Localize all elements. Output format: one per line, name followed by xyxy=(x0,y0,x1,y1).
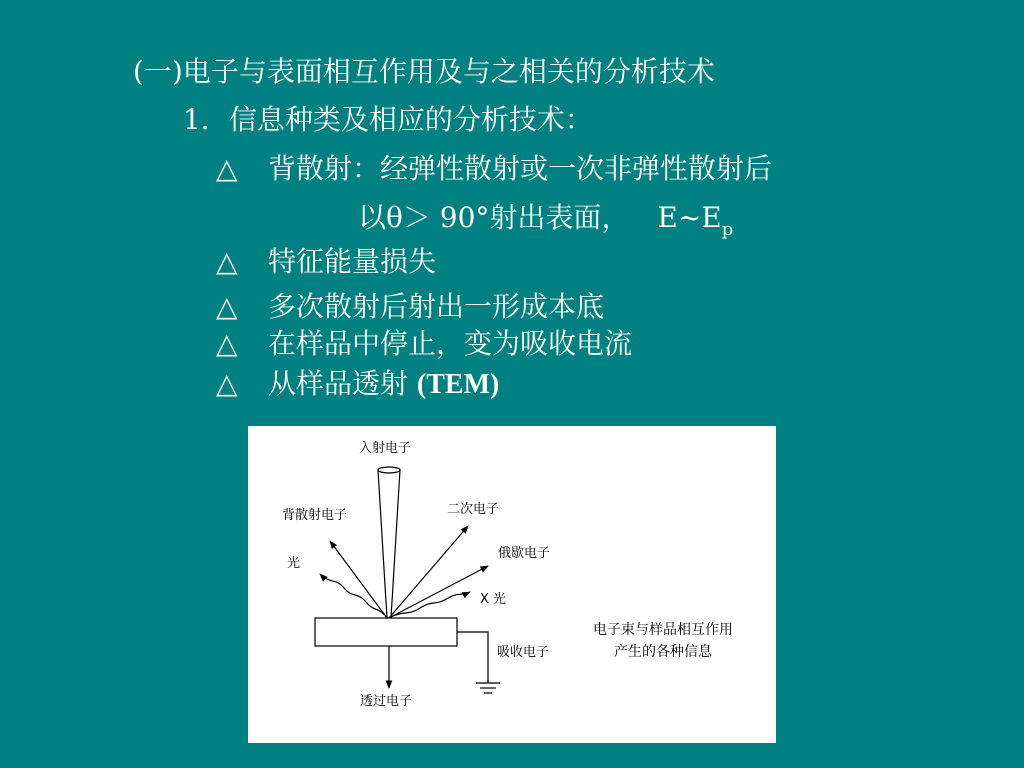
caption-line-1: 电子束与样品相互作用 xyxy=(593,622,733,638)
auger-arrow xyxy=(389,566,488,618)
sample-block xyxy=(315,618,457,646)
slide-heading: (一)电子与表面相互作用及与之相关的分析技术 xyxy=(133,55,715,88)
bullet-backscatter xyxy=(216,152,772,186)
bullet-triangle-icon: △ xyxy=(216,245,238,278)
bullet-backscatter-continuation xyxy=(358,201,733,247)
diagram-drawing xyxy=(248,426,776,743)
energy-subscript: p xyxy=(721,219,734,240)
incident-beam-top xyxy=(378,467,400,473)
label-xray: X 光 xyxy=(480,592,507,607)
bullet-text: 在样品中停止，变为吸收电流 xyxy=(268,327,633,360)
bullet-triangle-icon: △ xyxy=(216,290,238,323)
label-absorbed: 吸收电子 xyxy=(497,645,550,660)
diagram-caption xyxy=(578,619,748,663)
label-incident: 入射电子 xyxy=(359,441,412,456)
bullet-text: 背散射：经弹性散射或一次非弹性散射后 xyxy=(268,152,773,185)
energy-relation: E~E xyxy=(657,201,722,234)
bullet-absorbed xyxy=(216,327,632,361)
bullet-transmitted xyxy=(216,367,499,402)
bullet-text: 从样品透射 xyxy=(268,367,417,400)
label-transmitted: 透过电子 xyxy=(360,694,413,709)
interaction-diagram xyxy=(248,426,776,743)
bullet-multiple-scatter xyxy=(216,290,604,324)
label-backscattered: 背散射电子 xyxy=(282,508,348,523)
label-light: 光 xyxy=(287,556,301,571)
ground-wire xyxy=(457,632,488,683)
label-auger: 俄歇电子 xyxy=(498,546,551,561)
bullet-triangle-icon: △ xyxy=(216,152,238,185)
bullet-energy-loss xyxy=(216,245,436,279)
slide-subheading: 1．信息种类及相应的分析技术： xyxy=(183,103,593,136)
backscatter-arrow xyxy=(330,541,387,618)
bullet-text: 多次散射后射出一形成本底 xyxy=(268,290,605,323)
bullet-triangle-icon: △ xyxy=(216,367,238,400)
light-wave xyxy=(320,574,387,618)
continuation-text: 以θ＞ 90°射出表面， xyxy=(358,201,630,234)
bullet-text-bold: (TEM) xyxy=(416,369,500,400)
label-secondary: 二次电子 xyxy=(447,502,500,517)
xray-wave xyxy=(389,592,470,618)
bullet-text: 特征能量损失 xyxy=(268,245,437,278)
bullet-triangle-icon: △ xyxy=(216,327,238,360)
caption-line-2: 产生的各种信息 xyxy=(614,644,712,660)
incident-beam xyxy=(378,470,400,618)
